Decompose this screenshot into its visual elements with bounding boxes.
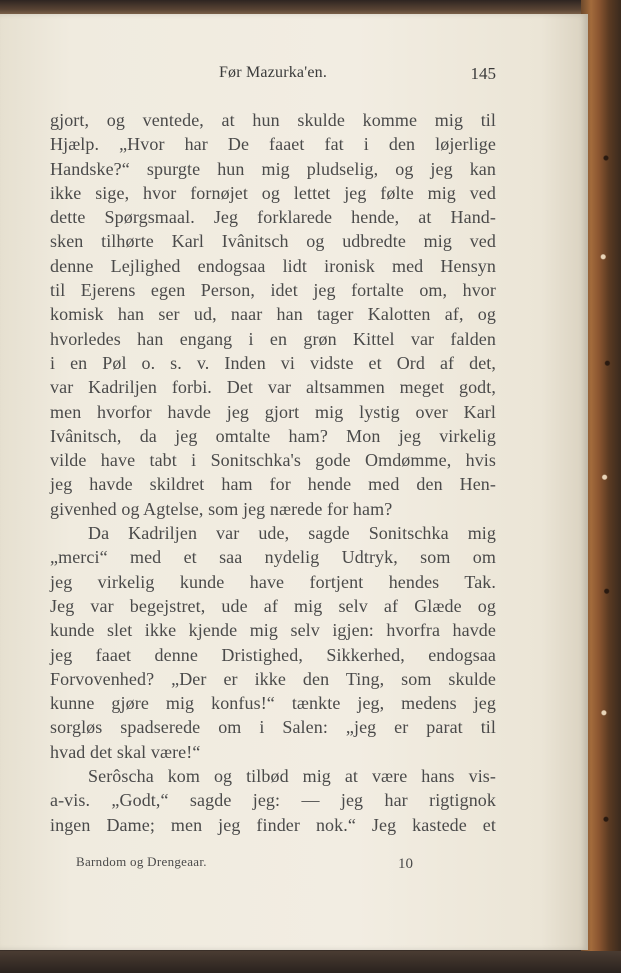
signature-number: 10 xyxy=(398,856,413,872)
running-head: Før Mazurka'en. xyxy=(218,64,328,81)
text-line: denne Lejlighed endogsaa lidt ironisk med Hensyn xyxy=(50,255,496,276)
text-line: kunne gjøre mig konfus!“ tænkte jeg, medens jeg xyxy=(50,693,496,714)
page-number: 145 xyxy=(470,64,496,83)
text-line: a-vis. „Godt,“ sagde jeg: — jeg har rigtignok xyxy=(50,790,496,811)
book-page xyxy=(0,14,588,950)
top-edge xyxy=(0,0,621,14)
text-line: givenhed og Agtelse, som jeg nærede for ham? xyxy=(50,498,393,519)
body-text xyxy=(50,108,496,837)
text-line: men hvorfor havde jeg gjort mig lystig over Karl xyxy=(50,401,496,422)
text-line: til Ejerens egen Person, idet jeg fortalte om, hvor xyxy=(50,280,496,301)
page-header xyxy=(50,64,496,86)
text-line: gjort, og ventede, at hun skulde komme mig til xyxy=(50,110,496,130)
bottom-edge xyxy=(0,951,621,973)
text-line: sken tilhørte Karl Ivânitsch og udbredte mig ved xyxy=(50,231,496,252)
text-line: jeg havde skildret ham for hende med den Hen- xyxy=(50,474,496,495)
text-line: sorgløs spadserede om i Salen: „jeg er parat til xyxy=(50,717,496,738)
spine-decoration xyxy=(599,120,613,880)
text-line: komisk han ser ud, naar han tager Kalotten af, og xyxy=(50,304,496,325)
text-line: Hjælp. „Hvor har De faaet fat i den løjerlige xyxy=(50,134,496,155)
text-line: hvorledes han engang i en grøn Kittel var falden xyxy=(50,328,496,349)
text-line: Serôscha kom og tilbød mig at være hans vis- xyxy=(88,766,496,787)
text-line: kunde slet ikke kjende mig selv igjen: hvorfra havde xyxy=(50,620,496,641)
signature-mark: Barndom og Drengeaar. xyxy=(76,854,207,869)
text-line: ikke sige, hvor fornøjet og lettet jeg følte mig ved xyxy=(50,182,496,203)
text-line: Handske?“ spurgte hun mig pludselig, og jeg kan xyxy=(50,158,496,179)
text-line: ingen Dame; men jeg finder nok.“ Jeg kastede et xyxy=(50,814,496,835)
text-line: hvad det skal være!“ xyxy=(50,741,201,762)
text-line: Forvovenhed? „Der er ikke den Ting, som skulde xyxy=(50,668,496,689)
text-line: Da Kadriljen var ude, sagde Sonitschka mig xyxy=(88,523,496,544)
text-line: i en Pøl o. s. v. Inden vi vidste et Ord af det, xyxy=(50,352,496,373)
text-line: vilde have tabt i Sonitschka's gode Omdømme, hvis xyxy=(50,450,496,471)
text-line: Ivânitsch, da jeg omtalte ham? Mon jeg virkelig xyxy=(50,425,496,446)
text-line: „merci“ med et saa nydelig Udtryk, som om xyxy=(50,547,496,568)
text-line: jeg virkelig kunde have fortjent hendes Tak. xyxy=(50,571,496,592)
text-line: Jeg var begejstret, ude af mig selv af Glæde og xyxy=(50,595,496,616)
text-line: jeg faaet denne Dristighed, Sikkerhed, endogsaa xyxy=(50,644,496,665)
text-line: var Kadriljen forbi. Det var altsammen meget godt, xyxy=(50,377,496,398)
text-line: dette Spørgsmaal. Jeg forklarede hende, at Hand- xyxy=(50,207,496,228)
page-footer xyxy=(76,850,436,872)
